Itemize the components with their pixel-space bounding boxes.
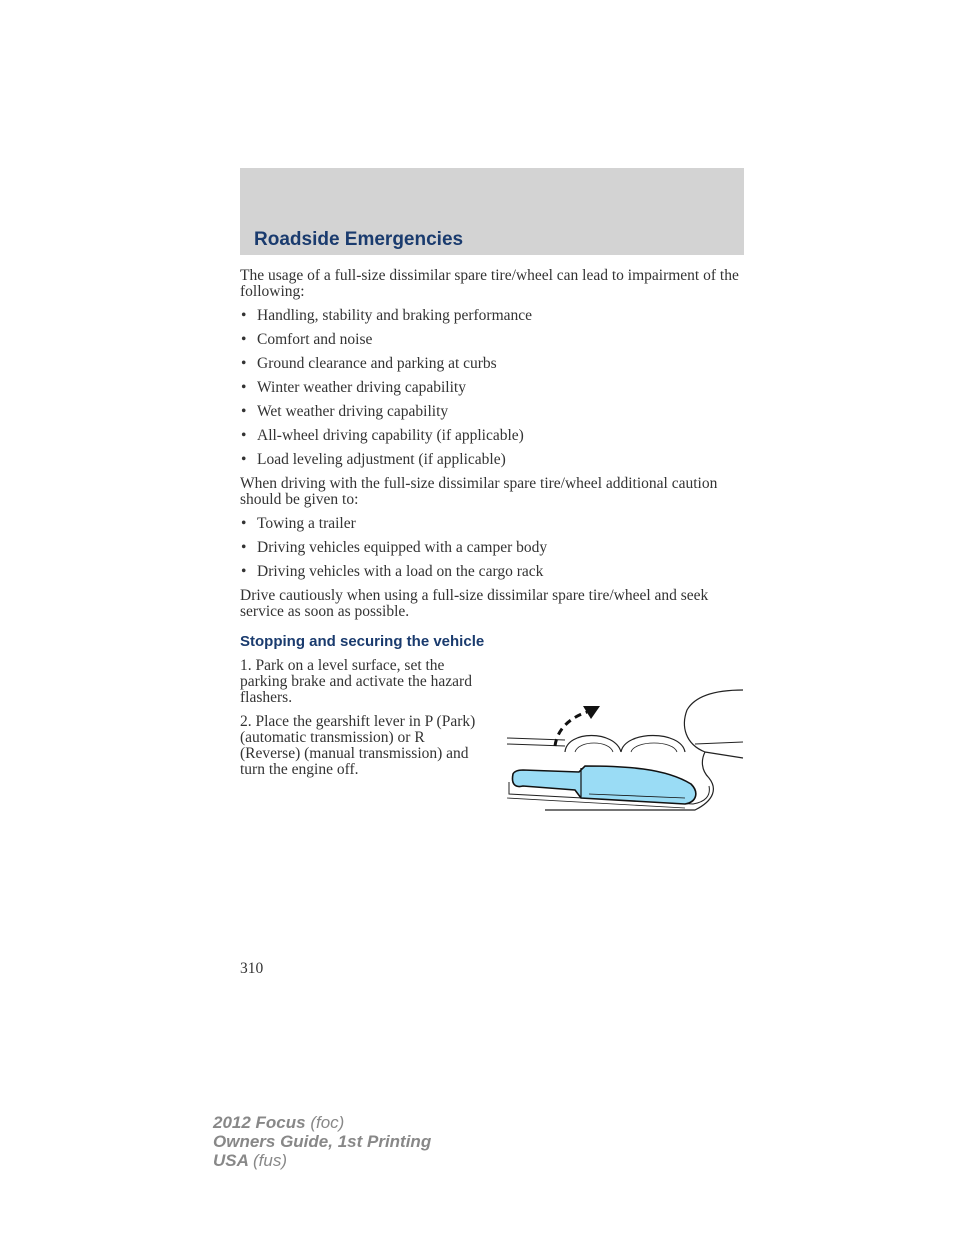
footer-model-code: (foc): [310, 1113, 345, 1132]
list-item: • Driving vehicles with a load on the cargo rack: [240, 564, 744, 580]
footer-market: USA: [213, 1151, 249, 1170]
list-item: • Driving vehicles equipped with a camper body: [240, 540, 744, 556]
list-item: • Wet weather driving capability: [240, 404, 744, 420]
footer-market-code: (fus): [253, 1151, 287, 1170]
list-item: • Handling, stability and braking performance: [240, 308, 744, 324]
impairment-list: [240, 308, 744, 468]
list-item: • Winter weather driving capability: [240, 380, 744, 396]
section-header-band: [240, 168, 744, 255]
parking-brake-illustration: [505, 686, 745, 814]
list-item: • Comfort and noise: [240, 332, 744, 348]
page-number: 310: [240, 960, 264, 977]
brake-lever: [512, 766, 695, 804]
subsection-title: Stopping and securing the vehicle: [240, 633, 485, 650]
caution-list: [240, 516, 744, 580]
caution-paragraph: When driving with the full-size dissimilar spare tire/wheel additional caution should be given to:: [240, 475, 718, 508]
footer-line-2: Owners Guide, 1st Printing: [213, 1132, 432, 1151]
list-item: • Towing a trailer: [240, 516, 744, 532]
intro-paragraph: The usage of a full-size dissimilar spare tire/wheel can lead to impairment of the following:: [240, 267, 739, 300]
list-item: • Load leveling adjustment (if applicable): [240, 452, 744, 468]
list-item: • All-wheel driving capability (if applicable): [240, 428, 744, 444]
footer-model: 2012 Focus: [213, 1113, 306, 1132]
drive-note-paragraph: Drive cautiously when using a full-size dissimilar spare tire/wheel and seek service as soon as possible.: [240, 587, 709, 620]
footer-imprint: [213, 1113, 431, 1170]
step-1: 1. Park on a level surface, set the parking brake and activate the hazard flashers.: [240, 657, 472, 706]
footer-line-3: [213, 1151, 431, 1170]
steps-column: [240, 658, 485, 778]
footer-line-1: [213, 1113, 431, 1132]
list-item: • Ground clearance and parking at curbs: [240, 356, 744, 372]
section-title: Roadside Emergencies: [254, 229, 464, 250]
step-2: 2. Place the gearshift lever in P (Park) (automatic transmission) or R (Reverse) (manual transmission) and turn the engine off.: [240, 713, 476, 778]
